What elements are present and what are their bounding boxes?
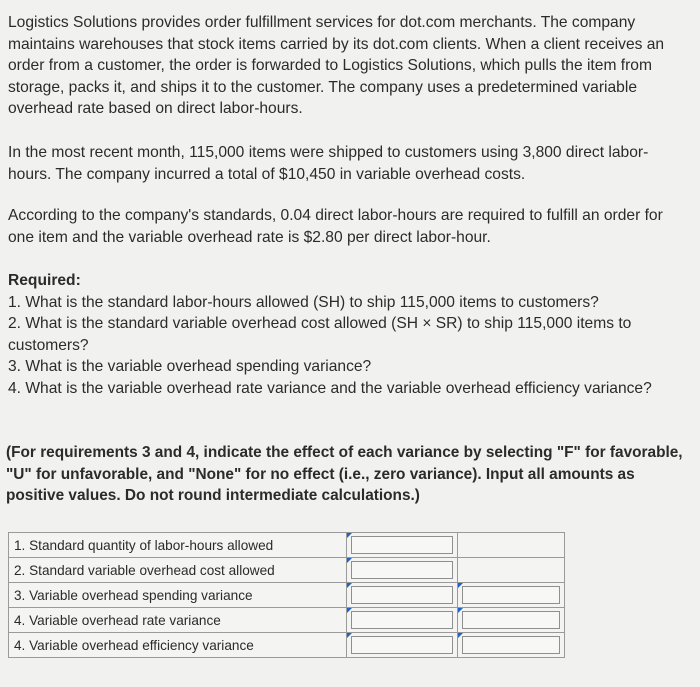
rate-variance-effect-select[interactable] bbox=[462, 611, 560, 629]
standards-paragraph: According to the company's standards, 0.04 direct labor-hours are required to fulfill an order for one item and the variable overhead rate is $2.80 per direct labor-hour. bbox=[8, 207, 663, 246]
input-marker-icon bbox=[347, 583, 352, 588]
requirement-3: 3. What is the variable overhead spending variance? bbox=[8, 358, 372, 375]
spending-variance-input[interactable] bbox=[351, 586, 453, 604]
standard-cost-effect-cell bbox=[458, 558, 565, 583]
efficiency-variance-effect-cell bbox=[458, 633, 565, 658]
rate-variance-effect-cell bbox=[458, 608, 565, 633]
standard-cost-input[interactable] bbox=[351, 561, 453, 579]
problem-intro-paragraph: Logistics Solutions provides order fulfillment services for dot.com merchants. The company maintains warehouses that stock items carried by its dot.com clients. When a client receives an order from a customer, the order is forwarded to Logistics Solutions, which pulls the item from storage, packs it, and ships it to the customer. The company uses a predetermined variable overhead rate based on direct labor-hours. bbox=[8, 14, 665, 117]
requirement-1: 1. What is the standard labor-hours allowed (SH) to ship 115,000 items to customers? bbox=[8, 293, 599, 311]
table-row bbox=[9, 533, 565, 558]
table-row bbox=[9, 558, 565, 583]
efficiency-variance-value-cell bbox=[347, 633, 458, 658]
input-marker-icon bbox=[347, 558, 352, 563]
efficiency-variance-input[interactable] bbox=[351, 636, 453, 654]
input-marker-icon bbox=[347, 608, 352, 613]
select-marker-icon bbox=[458, 608, 463, 613]
rate-variance-value-cell bbox=[347, 608, 458, 633]
input-marker-icon bbox=[347, 533, 352, 538]
standard-hours-input[interactable] bbox=[351, 536, 453, 554]
efficiency-variance-effect-select[interactable] bbox=[462, 636, 560, 654]
input-marker-icon bbox=[347, 633, 352, 638]
answer-table bbox=[8, 532, 565, 658]
table-row bbox=[9, 583, 565, 608]
standard-hours-effect-cell bbox=[458, 533, 565, 558]
row-label-spending-variance: 3. Variable overhead spending variance bbox=[9, 583, 347, 608]
rate-variance-input[interactable] bbox=[351, 611, 453, 629]
row-label-rate-variance: 4. Variable overhead rate variance bbox=[9, 608, 347, 633]
monthly-data-paragraph: In the most recent month, 115,000 items were shipped to customers using 3,800 direct labor-hours. The company incurred a total of $10,450 in variable overhead costs. bbox=[8, 144, 649, 183]
select-marker-icon bbox=[458, 583, 463, 588]
spending-variance-effect-cell bbox=[458, 583, 565, 608]
select-marker-icon bbox=[458, 633, 463, 638]
standard-cost-value-cell bbox=[347, 558, 458, 583]
requirement-2: 2. What is the standard variable overhead cost allowed (SH × SR) to ship 115,000 items to customers? bbox=[8, 315, 632, 354]
row-label-efficiency-variance: 4. Variable overhead efficiency variance bbox=[9, 633, 347, 658]
requirement-4: 4. What is the variable overhead rate variance and the variable overhead efficiency variance? bbox=[8, 379, 652, 397]
table-row bbox=[9, 608, 565, 633]
required-title: Required: bbox=[8, 272, 81, 289]
spending-variance-effect-select[interactable] bbox=[462, 586, 560, 604]
row-label-standard-cost: 2. Standard variable overhead cost allowed bbox=[9, 558, 347, 583]
spending-variance-value-cell bbox=[347, 583, 458, 608]
table-row bbox=[9, 633, 565, 658]
standard-hours-value-cell bbox=[347, 533, 458, 558]
instructions-text: (For requirements 3 and 4, indicate the effect of each variance by selecting "F" for favorable, "U" for unfavorable, and "None" for no effect (i.e., zero variance). Input all amounts as positive values. Do not round intermediate calculations.) bbox=[6, 444, 683, 504]
row-label-standard-hours: 1. Standard quantity of labor-hours allowed bbox=[9, 533, 347, 558]
required-section bbox=[8, 270, 690, 399]
